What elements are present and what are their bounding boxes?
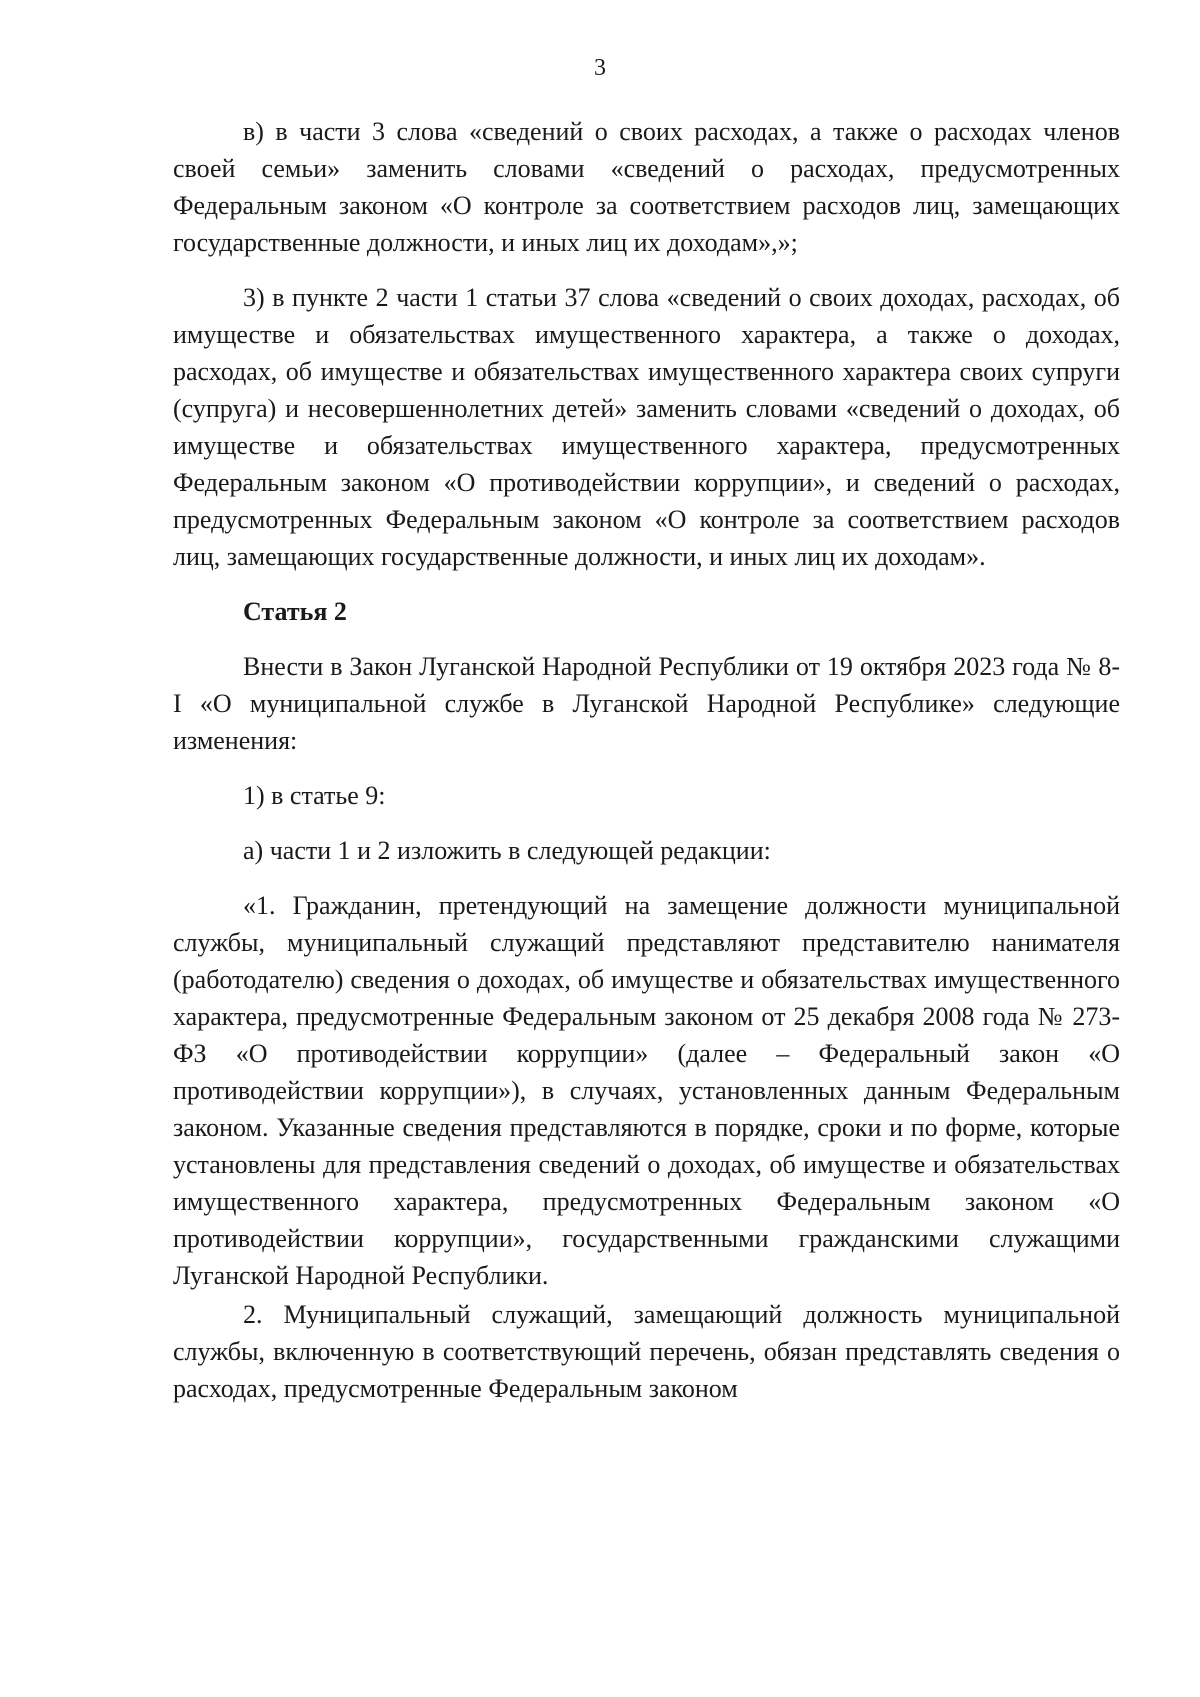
document-body xyxy=(173,113,1120,1425)
paragraph-item-1: 1) в статье 9: xyxy=(243,781,386,810)
article-heading: Статья 2 xyxy=(243,597,347,626)
paragraph-item-a: а) части 1 и 2 изложить в следующей редакции: xyxy=(243,836,771,865)
page-number: 3 xyxy=(594,55,606,81)
paragraph-part-1: «1. Гражданин, претендующий на замещение должности муниципальной службы, муниципальный служащий представляют представителю нанимателя (работодателю) сведения о доходах, об имуществе и обязательствах имущественного характера, предусмотренные Федеральным законом от 25 декабря 2008 года № 273-ФЗ «О противодействии коррупции» (далее – Федеральный закон «О противодействии коррупции»), в случаях, установленных данным Федеральным законом. Указанные сведения представляются в порядке, сроки и по форме, которые установлены для представления сведений о доходах, об имуществе и обязательствах имущественного характера, предусмотренных Федеральным законом «О противодействии коррупции», государственными гражданскими служащими Луганской Народной Республики. xyxy=(173,891,1120,1290)
paragraph-amendment-intro: Внести в Закон Луганской Народной Республики от 19 октября 2023 года № 8-I «О муниципальной службе в Луганской Народной Республике» следующие изменения: xyxy=(173,652,1120,755)
paragraph-item-v: в) в части 3 слова «сведений о своих расходах, а также о расходах членов своей семьи» заменить словами «сведений о расходах, предусмотренных Федеральным законом «О контроле за соответствием расходов лиц, замещающих государственные должности, и иных лиц их доходам»,»; xyxy=(173,117,1120,257)
paragraph-item-3: 3) в пункте 2 части 1 статьи 37 слова «сведений о своих доходах, расходах, об имуществе и обязательствах имущественного характера, а также о доходах, расходах, об имуществе и обязательствах имущественного характера своих супруги (супруга) и несовершеннолетних детей» заменить словами «сведений о доходах, об имуществе и обязательствах имущественного характера, предусмотренных Федеральным законом «О противодействии коррупции», и сведений о расходах, предусмотренных Федеральным законом «О контроле за соответствием расходов лиц, замещающих государственные должности, и иных лиц их доходам». xyxy=(173,283,1120,571)
paragraph-part-2: 2. Муниципальный служащий, замещающий должность муниципальной службы, включенную в соответствующий перечень, обязан представлять сведения о расходах, предусмотренные Федеральным законом xyxy=(173,1300,1120,1403)
